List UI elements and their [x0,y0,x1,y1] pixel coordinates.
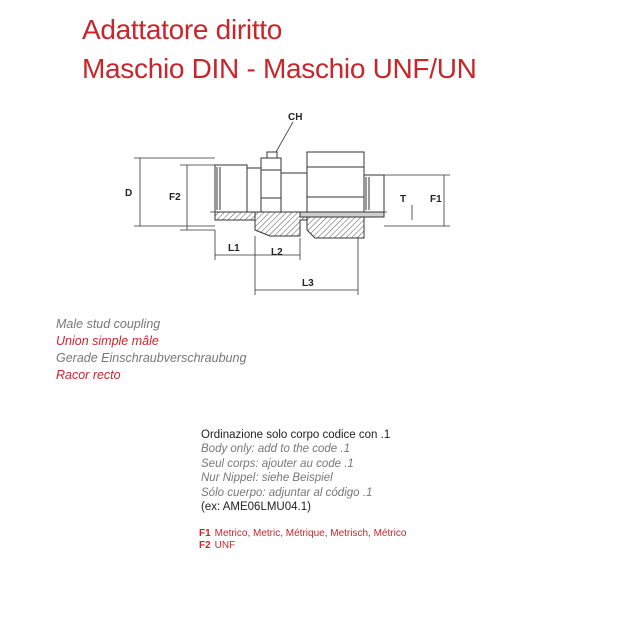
page-title-line-1: Adattatore diritto [82,14,283,45]
page-title-line-2: Maschio DIN - Maschio UNF/UN [82,53,477,84]
section-hex [255,212,307,236]
section-tube [300,212,384,217]
hex-body [261,158,281,212]
legend-text-f1: Metrico, Metric, Métrique, Metrisch, Métrico [214,528,407,539]
dim-label-d: D [125,188,133,199]
section-nut [307,217,364,238]
dim-label-f2: F2 [169,192,181,203]
name-french: Union simple mâle [56,334,159,348]
product-names [56,316,246,384]
legend-key-f1: F1 [199,528,211,539]
thread-legend [199,528,406,552]
order-note-german: Nur Nippel: siehe Beispiel [201,472,333,485]
legend-key-f2: F2 [199,540,211,551]
dim-label-l1: L1 [228,243,240,254]
dim-label-l3: L3 [302,278,314,289]
technical-drawing [110,100,470,300]
dim-label-l2: L2 [271,247,283,258]
neck [281,173,307,212]
order-note-italian: Ordinazione solo corpo codice con .1 [201,429,391,441]
union-nut [307,152,364,212]
thread-end [364,175,384,212]
legend-row-f1 [199,528,406,540]
order-note [201,428,390,514]
order-note-spanish: Sólo cuerpo: adjuntar al código .1 [201,486,373,499]
name-spanish: Racor recto [56,368,121,382]
dim-label-ch: CH [288,112,303,123]
section-stud [215,212,255,220]
dim-label-t: T [400,194,407,205]
hex-collar [247,168,261,212]
legend-text-f2: UNF [214,540,236,551]
order-note-french: Seul corps: ajouter au code .1 [201,457,354,470]
name-english: Male stud coupling [56,317,161,331]
dim-label-f1: F1 [430,194,442,205]
legend-row-f2 [199,540,406,552]
name-german: Gerade Einschraubverschraubung [56,351,247,365]
order-example: (ex: AME06LMU04.1) [201,501,311,514]
order-note-english: Body only: add to the code .1 [201,443,350,456]
